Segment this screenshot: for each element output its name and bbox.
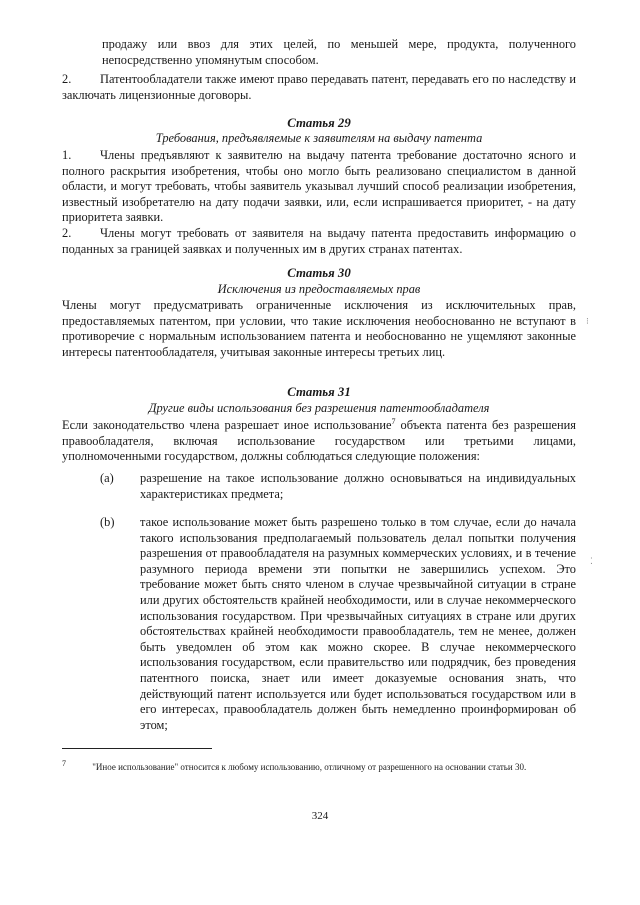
footnote-text: "Иное использование" относится к любому использованию, отличному от разрешенного на основании статьи 30.	[92, 762, 527, 772]
scan-mark: ⁚	[590, 556, 593, 566]
article-30-text: Члены могут предусматривать ограниченные исключения из исключительных прав, предоставляемых патентом, при условии, что такие исключения необоснованно не вступают в противоречие с нормальным использованием патента и необоснованно не ущемляют законные интересы патентообладателя, учитывая законные интересы третьих лиц.	[62, 298, 576, 359]
article-29-title: Статья 29	[287, 116, 351, 130]
footnote-number: 7	[62, 759, 66, 768]
article-31-intro-before: Если законодательство члена разрешает иное использование	[62, 418, 392, 432]
article-29-p2-text: Члены могут требовать от заявителя на выдачу патента предоставить информацию о поданных за границей заявках и полученных им в других странах патентах.	[62, 226, 576, 256]
paragraph-2	[62, 72, 576, 103]
article-30-subtitle: Исключения из предоставляемых прав	[217, 282, 421, 296]
intro-continuation: продажу или ввоз для этих целей, по меньшей мере, продукта, полученного непосредственно упомянутым способом.	[102, 37, 576, 67]
list-item-text: разрешение на такое использование должно основываться на индивидуальных характеристиках предмета;	[140, 471, 576, 501]
article-29-p1-text: Члены предъявляют к заявителю на выдачу патента требование достаточно ясного и полного раскрытия изобретения, чтобы оно могло быть реализовано специалистом в данной области, и могут требовать, чтобы заявитель указывал лучший способ реализации изобретения, известный изобретателю на дату подачи заявки, или, если испрашивается приоритет, - на дату приоритета заявки.	[62, 148, 576, 225]
paragraph-2-text: Патентообладатели также имеют право передавать патент, передавать его по наследству и заключать лицензионные договоры.	[62, 72, 576, 102]
scan-mark: ⁝	[586, 316, 589, 326]
article-31-subtitle: Другие виды использования без разрешения патентообладателя	[148, 401, 490, 415]
page-number: 324	[311, 810, 329, 822]
list-item-label: (a)	[100, 471, 114, 485]
article-29-paragraph-2	[62, 226, 576, 257]
article-31-intro	[62, 418, 576, 465]
article-29-p1-number: 1.	[62, 148, 72, 162]
article-29-subtitle: Требования, предъявляемые к заявителям на выдачу патента	[155, 131, 483, 145]
article-29-paragraph-1	[62, 148, 576, 226]
list-item-text: такое использование может быть разрешено только в том случае, если до начала такого использования предполагаемый пользователь делал попытки получения разрешения от правообладателя на разумных коммерческих условиях, и в течение разумного периода времени эти попытки не завершились успехом. Это требование может быть снято членом в случае чрезвычайной ситуации в стране или других обстоятельств крайней необходимости, или в случае некоммерческого использования государством. При чрезвычайных ситуациях в стране или других обстоятельствах крайней необходимости правообладатель, тем не менее, должен быть уведомлен об этом как можно скорее. В случае некоммерческого использования государством, если правительство или подрядчик, без проведения патентного поиска, знает или имеет доказуемые основания знать, что действующий патент используется или будет использоваться государством или в его интересах, правообладатель должен быть немедленно проинформирован об этом;	[140, 515, 576, 732]
footnote-divider	[62, 748, 212, 749]
article-31-title: Статья 31	[287, 385, 351, 399]
article-30-title: Статья 30	[287, 266, 351, 280]
footnote-reference: 7	[391, 416, 396, 426]
paragraph-2-number: 2.	[62, 72, 72, 86]
list-item-label: (b)	[100, 515, 115, 529]
article-31-intro-after: объекта патента без разрешения правообладателя, включая использование государством или третьими лицами, уполномоченными государством, должны соблюдаться следующие положения:	[62, 418, 576, 464]
footnote	[62, 759, 562, 773]
article-29-p2-number: 2.	[62, 226, 72, 240]
